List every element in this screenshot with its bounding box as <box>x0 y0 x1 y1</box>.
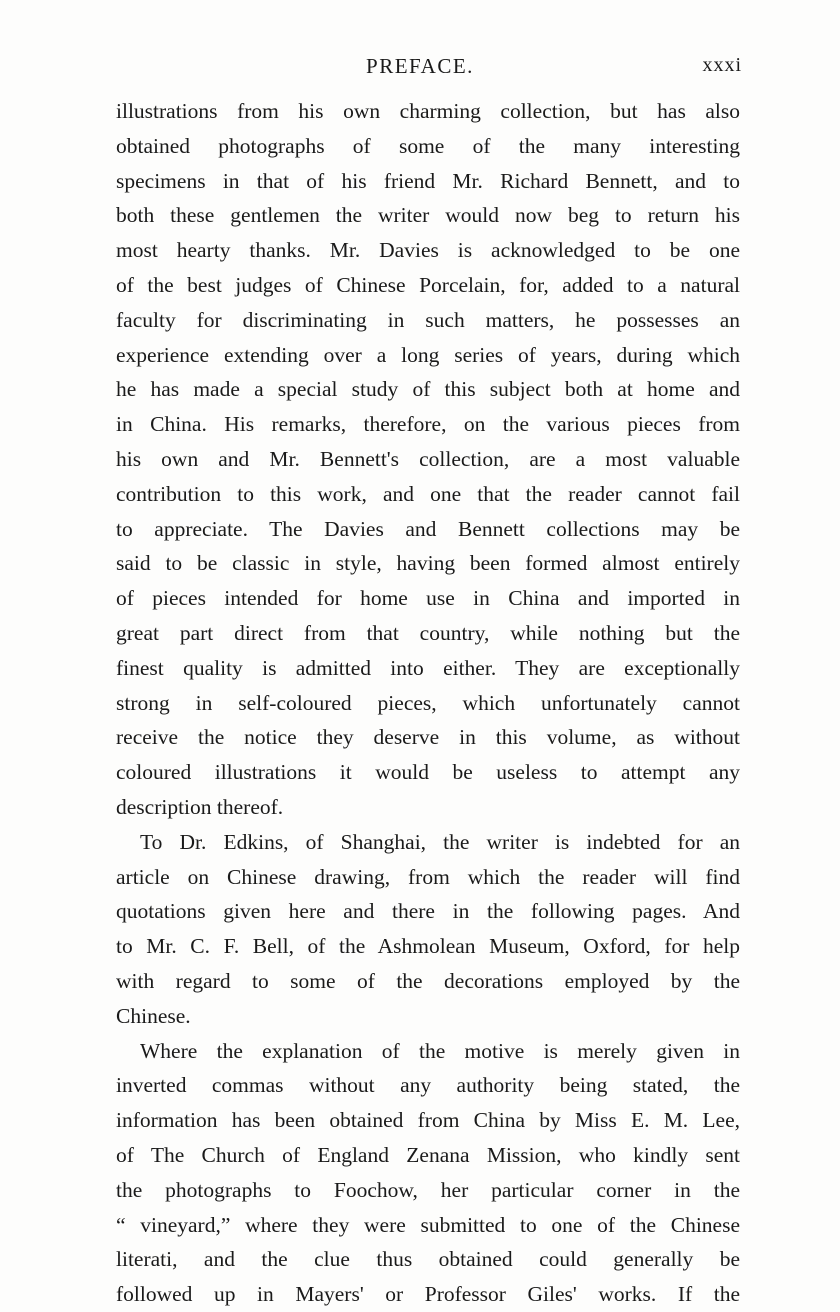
text-line: literati, and the clue thus obtained could generally be <box>116 1247 740 1272</box>
text-line: the photographs to Foochow, her particular corner in the <box>116 1177 740 1202</box>
text-line: experience extending over a long series of years, during which <box>116 342 740 367</box>
text-line: inverted commas without any authority being stated, the <box>116 1073 740 1098</box>
text-line: his own and Mr. Bennett's collection, are a most valuable <box>116 446 740 471</box>
text-line: description thereof. <box>116 794 284 819</box>
text-line: in China. His remarks, therefore, on the various pieces from <box>116 412 740 437</box>
text-line: finest quality is admitted into either. They are exceptionally <box>116 655 740 680</box>
text-line: receive the notice they deserve in this volume, as without <box>116 725 740 750</box>
page-number: xxxi <box>702 54 742 76</box>
text-line: great part direct from that country, while nothing but the <box>116 620 740 645</box>
paragraph <box>116 825 740 1034</box>
text-line: of the best judges of Chinese Porcelain, for, added to a natural <box>116 272 740 297</box>
text-line: to Mr. C. F. Bell, of the Ashmolean Museum, Oxford, for help <box>116 934 740 959</box>
text-line: coloured illustrations it would be useless to attempt any <box>116 760 740 785</box>
text-line: strong in self-coloured pieces, which unfortunately cannot <box>116 690 740 715</box>
text-line: both these gentlemen the writer would now beg to return his <box>116 203 740 228</box>
text-line: obtained photographs of some of the many interesting <box>116 133 740 158</box>
text-line: information has been obtained from China by Miss E. M. Lee, <box>116 1108 740 1133</box>
text-line: quotations given here and there in the following pages. And <box>116 899 740 924</box>
text-line: of The Church of England Zenana Mission, who kindly sent <box>116 1142 740 1167</box>
text-line: specimens in that of his friend Mr. Richard Bennett, and to <box>116 168 740 193</box>
text-line: with regard to some of the decorations employed by the <box>116 968 740 993</box>
text-line: he has made a special study of this subject both at home and <box>116 377 740 402</box>
text-line: Where the explanation of the motive is merely given in <box>140 1038 740 1063</box>
text-line: “ vineyard,” where they were submitted to one of the Chinese <box>116 1212 740 1237</box>
text-line: to appreciate. The Davies and Bennett collections may be <box>116 516 740 541</box>
text-line: illustrations from his own charming collection, but has also <box>116 99 740 123</box>
text-line: To Dr. Edkins, of Shanghai, the writer is indebted for an <box>140 829 740 854</box>
text-line: followed up in Mayers' or Professor Giles' works. If the <box>116 1282 740 1307</box>
paragraph <box>116 94 740 825</box>
text-line: most hearty thanks. Mr. Davies is acknowledged to be one <box>116 238 740 263</box>
running-head <box>0 50 840 84</box>
text-line: said to be classic in style, having been formed almost entirely <box>116 551 740 576</box>
page-title: PREFACE. <box>366 54 474 78</box>
text-line: article on Chinese drawing, from which the reader will find <box>116 864 740 889</box>
body-text <box>116 94 740 1312</box>
paragraph <box>116 1034 740 1312</box>
text-line: Chinese. <box>116 1003 191 1028</box>
text-line: faculty for discriminating in such matters, he possesses an <box>116 307 740 332</box>
text-line: of pieces intended for home use in China and imported in <box>116 586 740 611</box>
text-line: contribution to this work, and one that the reader cannot fail <box>116 481 740 506</box>
